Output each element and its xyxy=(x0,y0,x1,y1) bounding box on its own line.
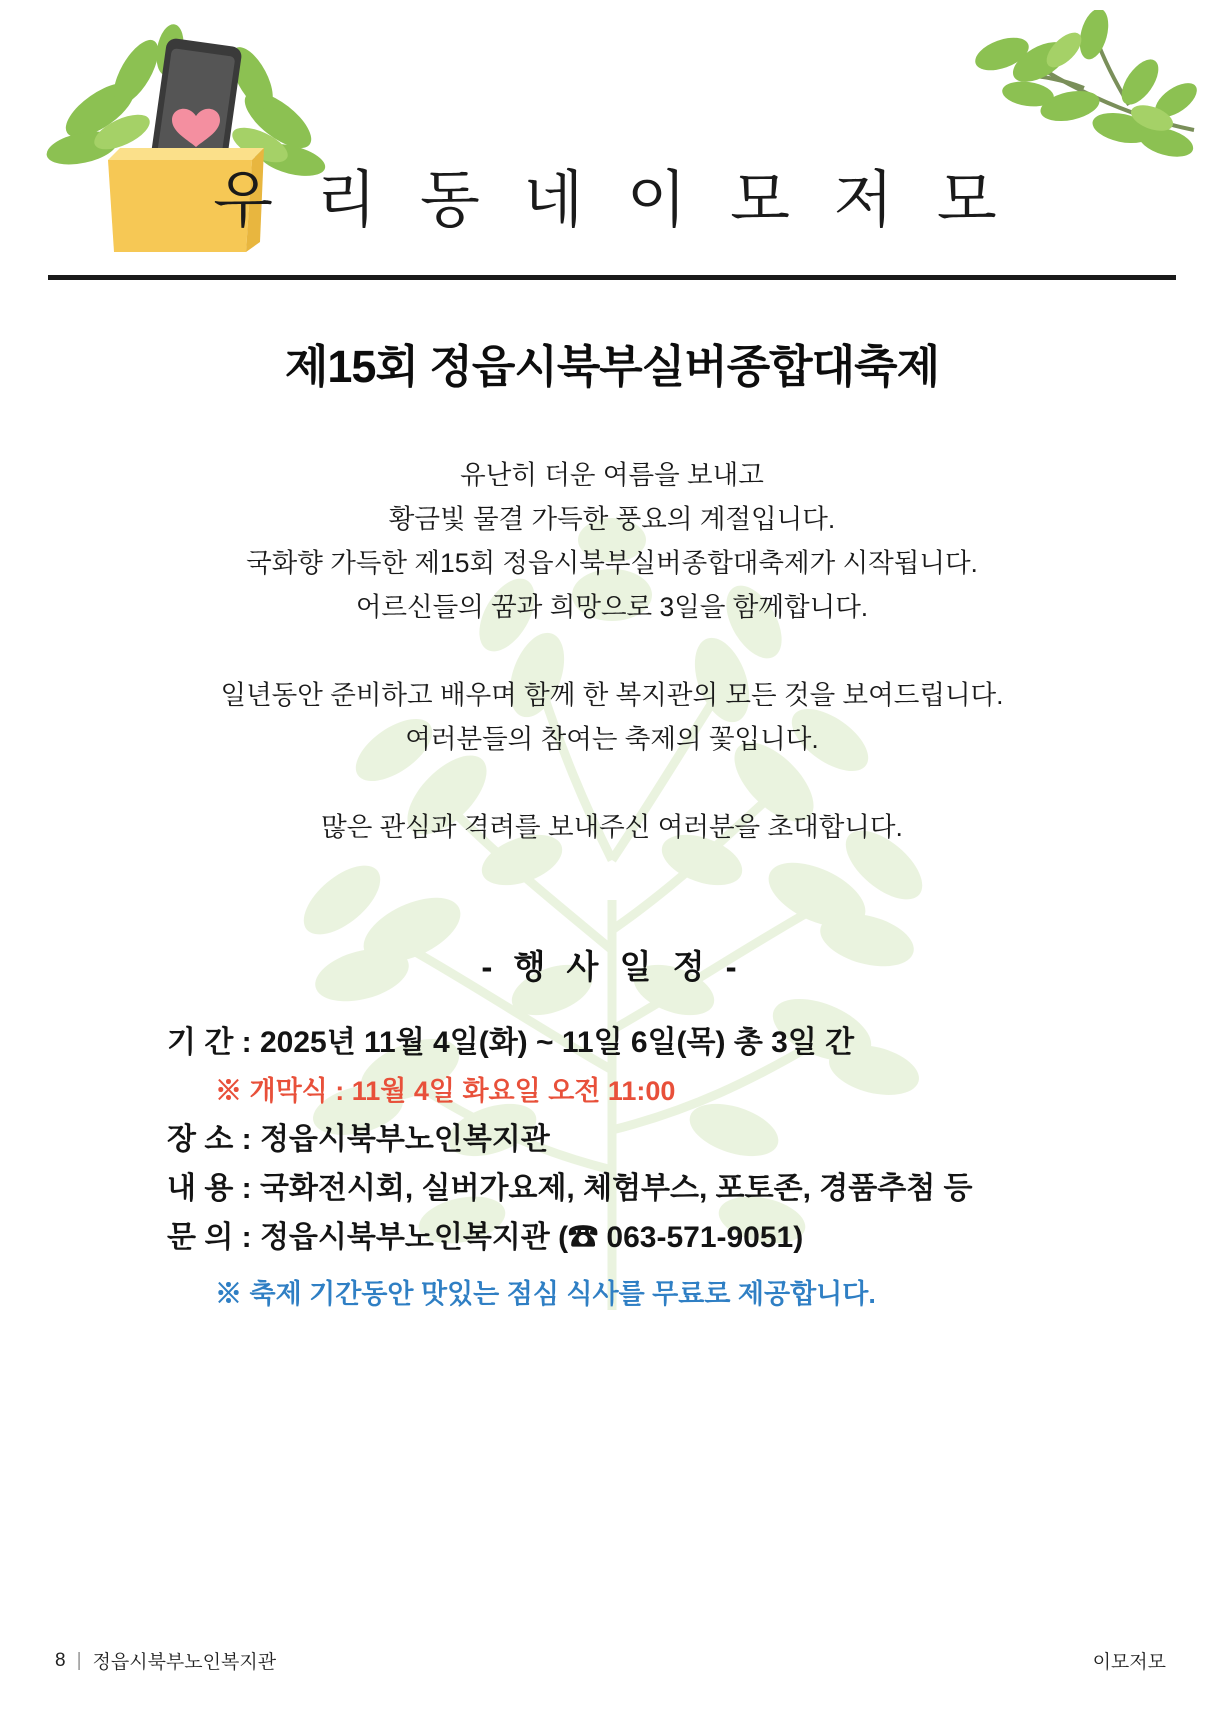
second-line-2: 여러분들의 참여는 축제의 꽃입니다. xyxy=(405,724,819,754)
footer-separator: | xyxy=(76,1649,82,1671)
footer-left xyxy=(55,1647,276,1674)
third-line-1: 많은 관심과 격려를 보내주신 여러분을 초대합니다. xyxy=(321,812,903,842)
paragraph-spacer xyxy=(0,629,1224,673)
event-details xyxy=(157,1018,1067,1318)
masthead-title: 우 리 동 네 이 모 저 모 xyxy=(213,167,1011,235)
schedule-heading: - 행 사 일 정 - xyxy=(481,948,743,985)
footer-section: 이모저모 xyxy=(1092,1652,1166,1673)
detail-location: 장 소 : 정읍시북부노인복지관 xyxy=(167,1123,550,1156)
opening-ceremony-note: ※ 개막식 : 11월 4일 화요일 오전 11:00 xyxy=(215,1076,676,1106)
page-number: 8 xyxy=(55,1649,66,1671)
free-lunch-note: ※ 축제 기간동안 맛있는 점심 식사를 무료로 제공합니다. xyxy=(215,1279,876,1309)
intro-line-4: 어르신들의 꿈과 희망으로 3일을 함께합니다. xyxy=(355,592,869,622)
intro-line-1: 유난히 더운 여름을 보내고 xyxy=(460,460,764,490)
detail-period: 기 간 : 2025년 11월 4일(화) ~ 11일 6일(목) 총 3일 간 xyxy=(167,1026,855,1059)
paragraph-spacer xyxy=(0,761,1224,805)
detail-program: 내 용 : 국화전시회, 실버가요제, 체험부스, 포토존, 경품추첨 등 xyxy=(167,1172,973,1205)
second-line-1: 일년동안 준비하고 배우며 함께 한 복지관의 모든 것을 보여드립니다. xyxy=(220,680,1004,710)
page-title: 제15회 정읍시북부실버종합대축제 xyxy=(284,341,940,392)
footer-organization: 정읍시북부노인복지관 xyxy=(92,1652,277,1673)
intro-line-2: 황금빛 물결 가득한 풍요의 계절입니다. xyxy=(388,504,836,534)
intro-line-3: 국화향 가득한 제15회 정읍시북부실버종합대축제가 시작됩니다. xyxy=(246,548,978,578)
detail-contact: 문 의 : 정읍시북부노인복지관 (☎ 063-571-9051) xyxy=(167,1221,804,1254)
